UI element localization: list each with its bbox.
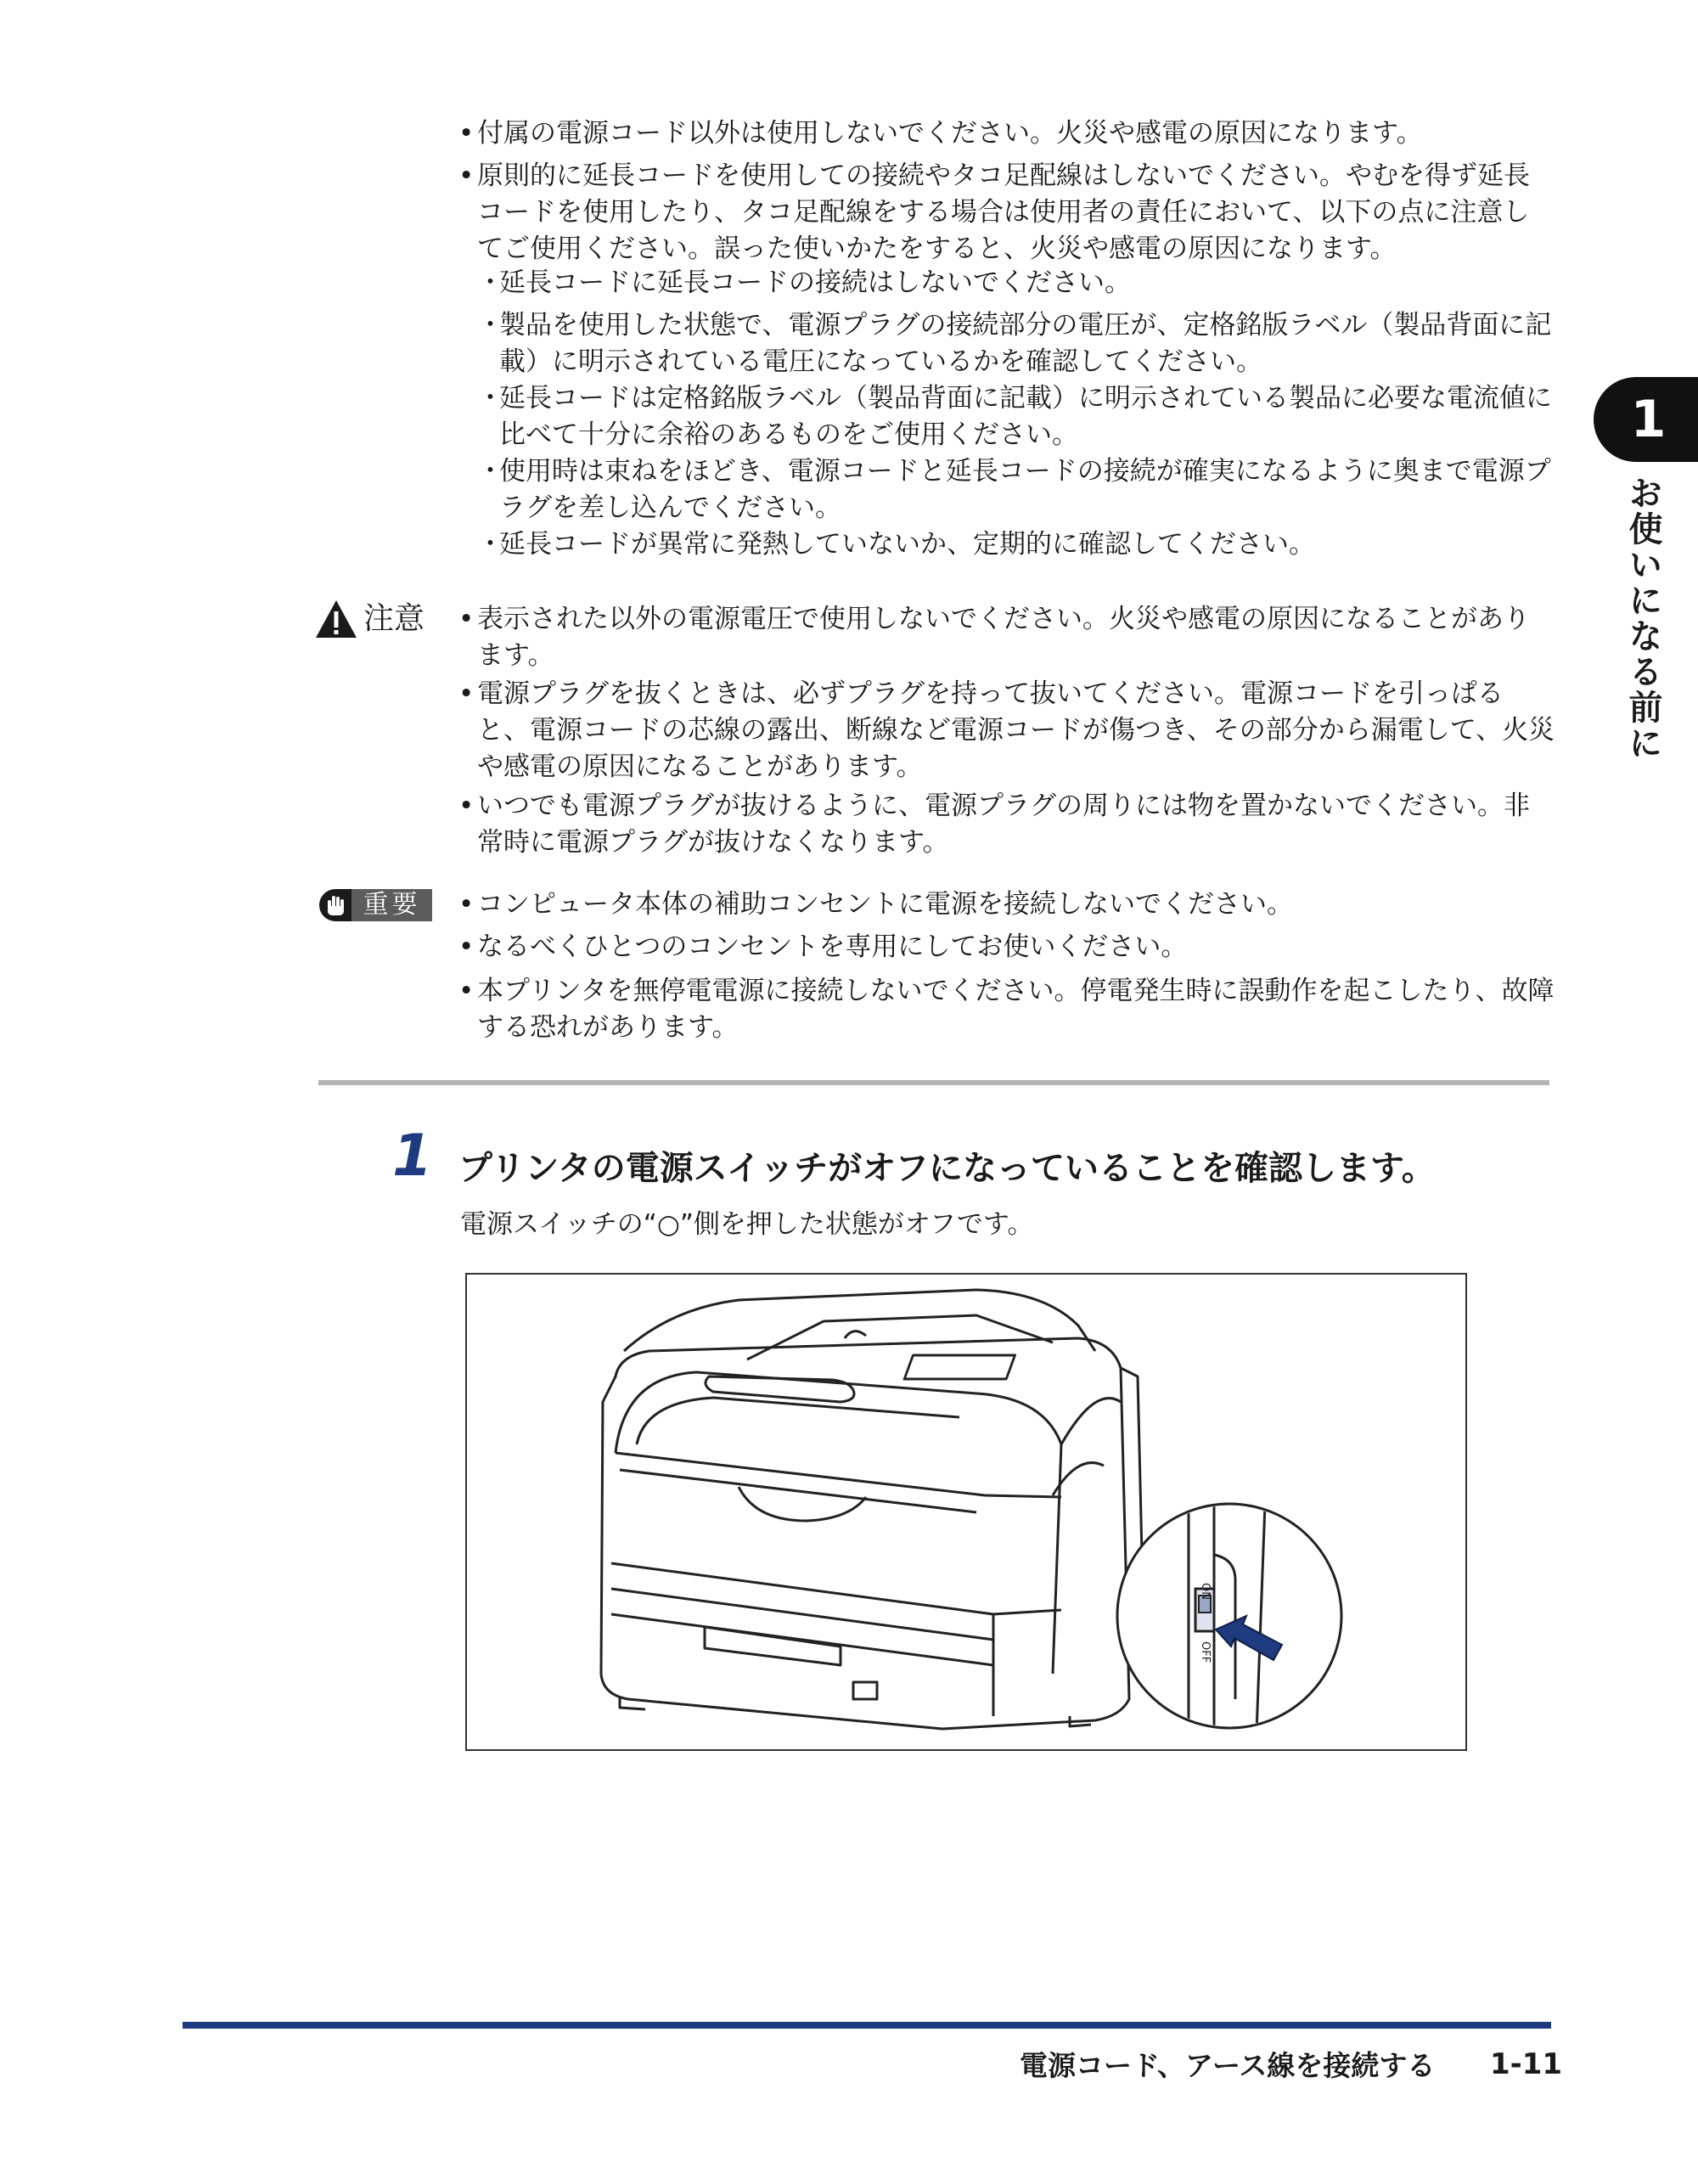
chapter-title: お使いになる前に — [1623, 476, 1662, 761]
step-title: プリンタの電源スイッチがオフになっていることを確認します。 — [458, 1149, 1436, 1188]
warning-subitem-5: 延長コードが異常に発熱していないか、定期的に確認してください。 — [499, 529, 1315, 560]
hand-icon — [319, 889, 351, 921]
bullet: • — [458, 678, 475, 709]
important-label — [319, 889, 432, 921]
page-number: 1-11 — [1490, 2047, 1563, 2081]
bullet: • — [458, 889, 475, 920]
section-divider — [318, 1080, 1549, 1085]
important-item-1: コンピュータ本体の補助コンセントに電源を接続しないでください。 — [477, 889, 1293, 920]
caution-label-text: 注意 — [363, 601, 425, 636]
footer-rule — [183, 2022, 1551, 2029]
warning-subitem-4: 使用時は束ねをほどき、電源コードと延長コードの接続が確実になるように奥まで電源プラグを差し込んでください。 — [499, 456, 1551, 523]
caution-item-2: 電源プラグを抜くときは、必ずプラグを持って抜いてください。電源コードを引っぱると、電源コードの芯線の露出、断線など電源コードが傷つき、その部分から漏電して、火災や感電の原因になることがあります。 — [477, 678, 1555, 782]
bullet: • — [458, 791, 475, 821]
bullet: • — [458, 160, 475, 191]
sub-bullet: ・ — [477, 456, 503, 487]
sub-bullet: ・ — [477, 310, 503, 341]
warning-item-1: 付属の電源コード以外は使用しないでください。火災や感電の原因になります。 — [477, 118, 1423, 149]
bullet: • — [458, 976, 475, 1006]
chapter-tab[interactable] — [1594, 377, 1698, 462]
step-description: 電源スイッチの“○”側を押した状態がオフです。 — [460, 1209, 1034, 1240]
sub-bullet: ・ — [477, 267, 503, 298]
chapter-number: 1 — [1630, 390, 1667, 449]
caution-label — [314, 596, 424, 642]
warning-subitem-2: 製品を使用した状態で、電源プラグの接続部分の電圧が、定格銘版ラベル（製品背面に記載）に明示されている電圧になっているかを確認してください。 — [499, 310, 1552, 377]
bullet: • — [458, 932, 475, 962]
bullet: • — [458, 604, 475, 634]
sub-bullet: ・ — [477, 383, 503, 414]
caution-item-1: 表示された以外の電源電圧で使用しないでください。火災や感電の原因になることがあります。 — [477, 604, 1530, 671]
important-label-text: 重要 — [351, 889, 432, 921]
warning-triangle-icon — [314, 599, 358, 639]
switch-on-label: ON — [1199, 1583, 1212, 1600]
printer-drawing — [467, 1275, 1465, 1749]
sub-bullet: ・ — [477, 529, 503, 560]
printer-illustration — [465, 1273, 1467, 1751]
step-number: 1 — [392, 1123, 433, 1190]
switch-off-label: OFF — [1199, 1641, 1212, 1663]
important-item-2: なるべくひとつのコンセントを専用にしてお使いください。 — [477, 932, 1188, 962]
warning-subitem-1: 延長コードに延長コードの接続はしないでください。 — [499, 267, 1131, 298]
important-item-3: 本プリンタを無停電電源に接続しないでください。停電発生時に誤動作を起こしたり、故障する恐れがあります。 — [477, 976, 1555, 1043]
warning-item-2: 原則的に延長コードを使用しての接続やタコ足配線はしないでください。やむを得ず延長コードを使用したり、タコ足配線をする場合は使用者の責任において、以下の点に注意してご使用ください。誤った使いかたをすると、火災や感電の原因になります。 — [477, 160, 1530, 264]
warning-subitem-3: 延長コードは定格銘版ラベル（製品背面に記載）に明示されている製品に必要な電流値に比べて十分に余裕のあるものをご使用ください。 — [499, 383, 1552, 450]
caution-item-3: いつでも電源プラグが抜けるように、電源プラグの周りには物を置かないでください。非常時に電源プラグが抜けなくなります。 — [477, 791, 1530, 858]
bullet: • — [458, 118, 475, 149]
footer-section-title: 電源コード、アース線を接続する — [1020, 2049, 1436, 2082]
